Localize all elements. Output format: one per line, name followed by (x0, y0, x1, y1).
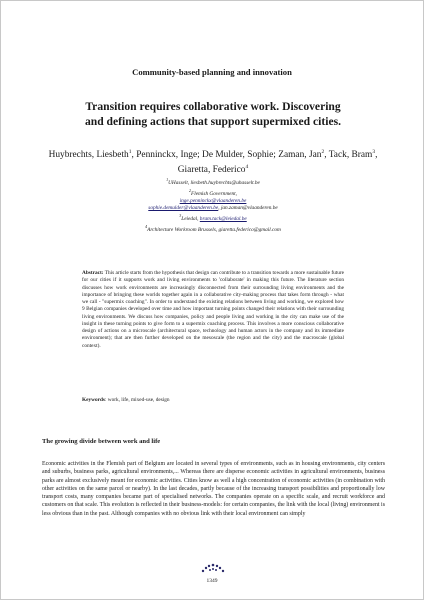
author-separator: , (131, 150, 137, 161)
email-link[interactable]: bram.tack@leiedal.be (199, 216, 247, 223)
author-list (31, 146, 395, 176)
paper-title (41, 99, 385, 129)
keywords-text: : work, life, mixed-use, design (104, 397, 170, 403)
author-name: Tack, Bram (328, 150, 373, 161)
affiliation-text: Architecture Workroom Brussels, giaretta.federico@gmail.com (147, 227, 281, 234)
affiliation-2-emails: sophie.demulder@vlaanderen.be, jan.zaman@vlaanderen.be (148, 205, 278, 212)
keywords (82, 397, 344, 404)
affiliation-sup: 4 (145, 224, 148, 230)
affiliation-sup: 3 (179, 213, 182, 219)
page-number: 1349 (206, 578, 218, 584)
abstract-label: Abstract: (82, 270, 104, 276)
author-name: Giaretta, Federico (177, 165, 246, 176)
affiliation-sup: 2 (189, 187, 192, 193)
author-sup: 1 (128, 149, 132, 155)
author-sup: 3 (372, 149, 376, 155)
running-header: Community-based planning and innovation (132, 67, 292, 77)
conference-logo-icon (199, 561, 227, 575)
author-name: Penninckx, Inge; De Mulder, Sophie; Zaman, Jan (136, 150, 322, 161)
affiliation-text: Leiedal, (181, 216, 200, 223)
affiliation-text: Flemish Government, (191, 190, 237, 197)
affiliation-1 (101, 176, 325, 187)
email-text: jan.zaman@vlaanderen.be (220, 205, 278, 212)
author-sup: 4 (245, 164, 249, 171)
section-heading: The growing divide between work and life (42, 438, 161, 445)
affiliation-2 (101, 187, 325, 198)
keywords-label: Keywords (82, 397, 105, 403)
affiliation-2-email-1[interactable]: inge.penninckx@vlaanderen.be (179, 197, 247, 204)
body-paragraph: Economic activities in the Flemish part of Belgium are located in several types of environments, such as in housing environments, city centers and suburbs, business parks, agricultural environments,... Whereas there are disperse economic activities in agricultural environments, business parks are almost exclusively meant for economic activities. Cities know as well a high concentration of economic activities (in combination with other activities on the same parcel or nearby). In the last decades, partly because of the increasing transport possibilities and proportionally low transport costs, many companies became part of specialised networks. The companies operate on a specific scale, and recruit workforce and customers on that scale. This evolution is reflected in their business-models: for certain companies, the link with the local (living) environment is less obvious than in the past. Although companies with no obvious link with their local environment can simply (42, 461, 385, 517)
affiliations (101, 176, 325, 234)
abstract-text: This article starts from the hypothesis that design can contribute to a transition towards a more sustainable future for our cities if it supports work and living environments to 'collaborate' in making this future. The literature section discusses how work environments are increasingly disconnected from their surrounding living environments and the importance of bringing these worlds together again in a collaborative city-making process that takes form through - what we call - "supermix coaching". In order to understand the existing relations between living and working, we explored how 9 Belgian companies developed over time and how important turning points changed their relations with their surrounding living environments. We discuss how companies, policy and people living and working in the city can make use of the insight in these turning points to give form to a supermix coaching process. This involves a more conscious collaborative design of actions on a microscale (architectural space, technology and human actors in the company and its immediate environment); that are then further developed on the mesoscale (the region and the city) and the macroscale (global context). (82, 270, 344, 349)
author-separator: , (324, 150, 329, 161)
abstract (82, 270, 344, 350)
email-link[interactable]: sophie.demulder@vlaanderen.be (148, 205, 219, 212)
author-name: Huybrechts, Liesbeth (48, 150, 129, 161)
affiliation-3 (101, 212, 325, 223)
author-sup: 2 (321, 149, 325, 155)
affiliation-4 (101, 223, 325, 234)
affiliation-sup: 1 (166, 177, 169, 182)
title-line-2: and defining actions that support supermixed cities. (84, 115, 342, 128)
author-separator: , (375, 150, 378, 161)
title-line-1: Transition requires collaborative work. Discovering (85, 100, 341, 113)
affiliation-text: UHasselt, liesbeth.huybrechts@uhasselt.be (168, 179, 260, 186)
